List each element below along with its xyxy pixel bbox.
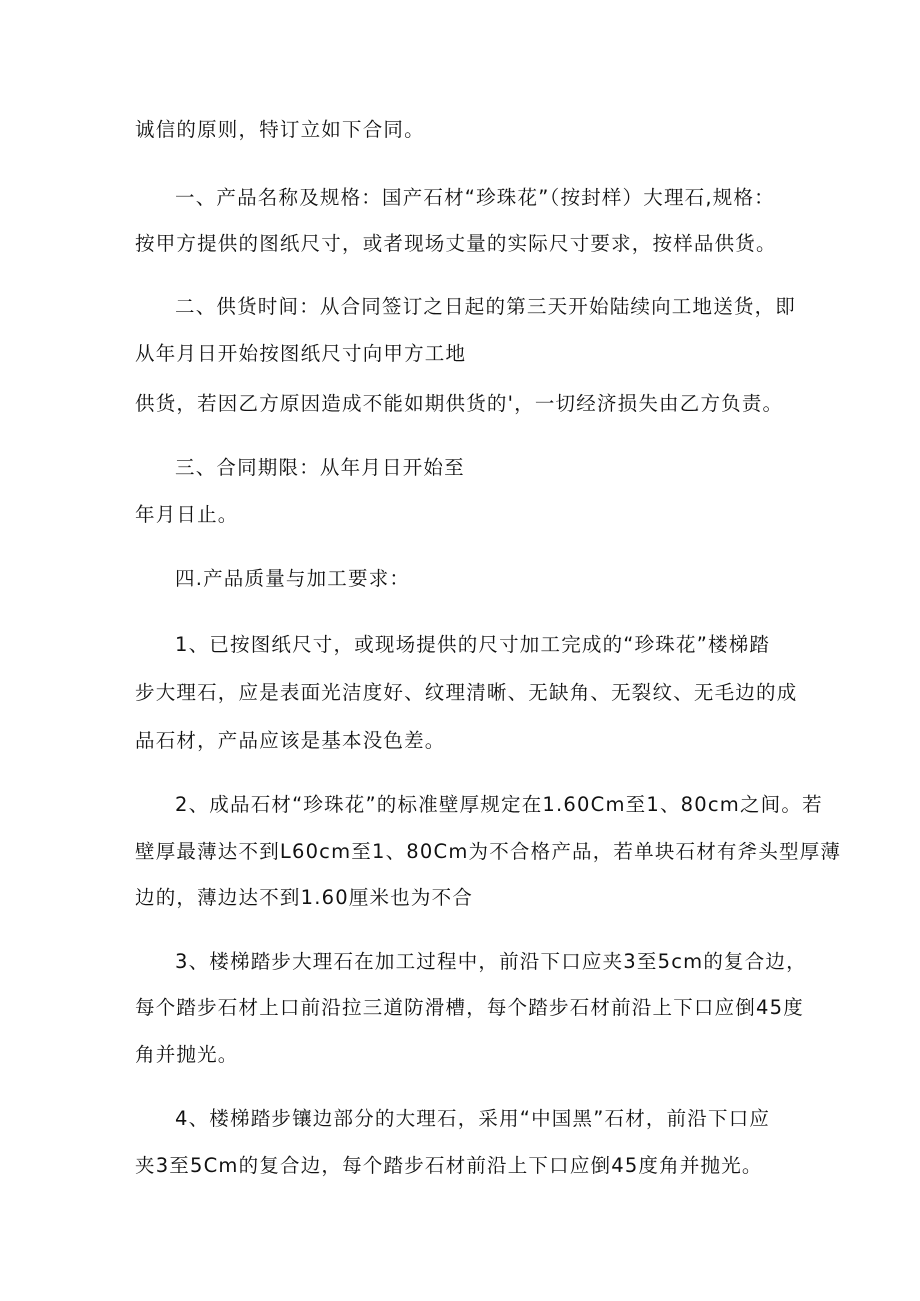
text-line: 诚信的原则，特订立如下合同。 [135,118,425,141]
paragraph-2-line-3: 供货，若因乙方原因造成不能如期供货的'，一切经济损失由乙方负责。 [135,392,784,415]
item-1-line-2: 步大理石，应是表面光洁度好、纹理清晰、无缺角、无裂纹、无毛边的成 [135,681,798,704]
item-2-line-1: 2、成品石材“珍珠花”的标准壁厚规定在1.60Cm至1、80cm之间。若 [175,793,823,816]
paragraph-2-line-2: 从年月日开始按图纸尺寸向甲方工地 [135,342,467,365]
paragraph-1-line-2: 按甲方提供的图纸尺寸，或者现场丈量的实际尺寸要求，按样品供货。 [135,232,777,255]
item-3-line-3: 角并抛光。 [135,1043,239,1066]
item-1-line-1: 1、已按图纸尺寸，或现场提供的尺寸加工完成的“珍珠花”楼梯踏 [175,633,771,656]
paragraph-2-line-1: 二、供货时间：从合同签订之日起的第三天开始陆续向工地送货，即 [175,295,797,318]
item-2-line-2: 壁厚最薄达不到L60cm至1、80Cm为不合格产品，若单块石材有斧头型厚薄 [135,840,842,863]
paragraph-3-line-1: 三、合同期限：从年月日开始至 [175,456,465,479]
item-4-line-2: 夹3至5Cm的复合边，每个踏步石材前沿上下口应倒45度角并抛光。 [135,1154,763,1177]
item-3-line-2: 每个踏步石材上口前沿拉三道防滑槽，每个踏步石材前沿上下口应倒45度 [135,996,804,1019]
item-3-line-1: 3、楼梯踏步大理石在加工过程中，前沿下口应夹3至5cm的复合边， [175,950,807,973]
paragraph-3-line-2: 年月日止。 [135,503,239,526]
item-4-line-1: 4、楼梯踏步镶边部分的大理石，采用“中国黑”石材，前沿下口应 [175,1107,771,1130]
paragraph-1-line-1: 一、产品名称及规格：国产石材“珍珠花”（按封样）大理石,规格： [175,186,775,209]
item-2-line-3: 边的，薄边达不到1.60厘米也为不合 [135,886,474,909]
item-1-line-3: 品石材，产品应该是基本没色差。 [135,729,446,752]
section-4-heading: 四.产品质量与加工要求： [175,567,411,590]
